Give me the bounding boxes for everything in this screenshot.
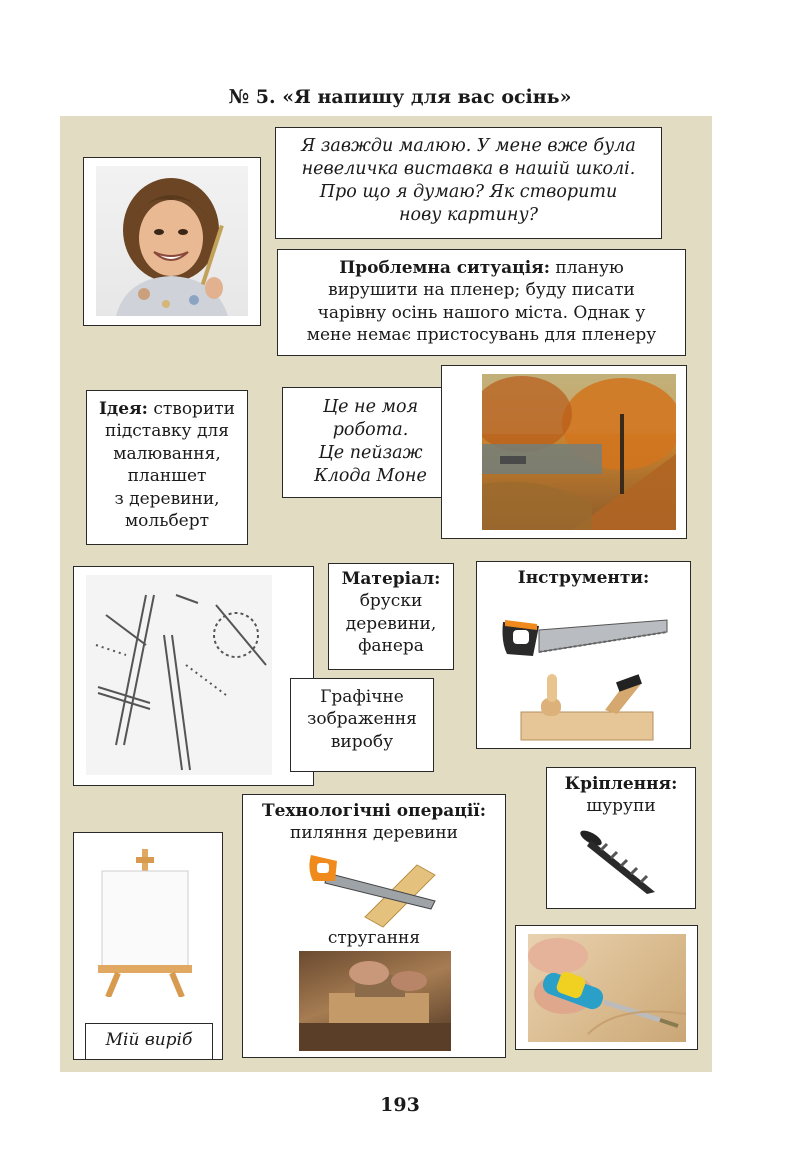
graphic-box xyxy=(290,678,434,772)
operations-sawing: пиляння деревини xyxy=(289,823,458,844)
monet-painting xyxy=(482,374,676,530)
material-line: фанера xyxy=(358,636,424,657)
monet-line: Клода Моне xyxy=(314,466,427,487)
monet-line: Це не моя xyxy=(322,397,419,417)
idea-line: малювання, xyxy=(113,443,221,464)
quote-line: нову картину? xyxy=(399,205,538,226)
idea-line: з деревини, xyxy=(114,488,220,509)
page-title: № 5. «Я напишу для вас осінь» xyxy=(228,86,572,108)
quote-line: Про що я думаю? Як створити xyxy=(319,182,618,203)
plane-icon xyxy=(517,670,657,742)
material-box xyxy=(328,563,454,670)
operations-label: Технологічні операції: xyxy=(261,801,487,821)
operations-box xyxy=(242,794,506,1058)
problem-line: планую xyxy=(555,258,624,278)
idea-box xyxy=(86,390,248,545)
screw-icon xyxy=(577,828,667,900)
page-number: 193 xyxy=(380,1094,420,1116)
easel-canvas-icon xyxy=(98,847,198,997)
boy-photo-frame xyxy=(83,157,261,326)
tools-label: Інструменти: xyxy=(517,568,650,588)
problem-line: чарівну осінь нашого міста. Однак у xyxy=(317,302,646,323)
monet-line: Це пейзаж xyxy=(318,443,423,464)
material-line: бруски xyxy=(359,591,423,612)
quote-line: невеличка виставка в нашій школі. xyxy=(301,159,636,180)
quote-line: Я завжди малюю. У мене вже була xyxy=(301,136,636,156)
idea-line: мольберт xyxy=(124,511,210,532)
graphic-line: виробу xyxy=(330,731,394,752)
monet-note-box xyxy=(282,387,459,498)
idea-line: створити xyxy=(153,399,236,419)
monet-line: робота. xyxy=(332,420,409,441)
material-line: деревини, xyxy=(345,613,437,634)
drill-photo-frame xyxy=(515,925,698,1050)
quote-box xyxy=(275,127,662,239)
graphic-line: зображення xyxy=(307,709,417,730)
fastening-value: шурупи xyxy=(586,796,656,817)
problem-label: Проблемна ситуація: xyxy=(339,258,550,278)
product-frame xyxy=(73,832,223,1060)
problem-box xyxy=(277,249,686,356)
idea-label: Ідея: xyxy=(98,399,148,419)
saw-icon xyxy=(499,612,669,672)
idea-line: підставку для xyxy=(105,421,229,442)
painting-frame xyxy=(441,365,687,539)
problem-line: вирушити на пленер; буду писати xyxy=(328,280,635,301)
screwdriver-photo xyxy=(528,934,686,1042)
problem-line: мене немає пристосувань для пленеру xyxy=(306,325,657,346)
planing-photo xyxy=(299,951,451,1051)
operations-planing: стругання xyxy=(327,928,421,948)
fastening-label: Кріплення: xyxy=(564,774,678,794)
material-label: Матеріал: xyxy=(341,569,441,589)
boy-photo xyxy=(96,166,248,316)
product-label: Мій виріб xyxy=(105,1030,193,1050)
product-label-box xyxy=(85,1023,213,1059)
easel-technical-drawing xyxy=(86,575,272,775)
drawing-frame xyxy=(73,566,314,786)
graphic-line: Графічне xyxy=(320,687,404,707)
idea-line: планшет xyxy=(127,466,207,487)
sawing-wood-icon xyxy=(307,847,437,929)
fastening-box xyxy=(546,767,696,909)
tools-box xyxy=(476,561,691,749)
